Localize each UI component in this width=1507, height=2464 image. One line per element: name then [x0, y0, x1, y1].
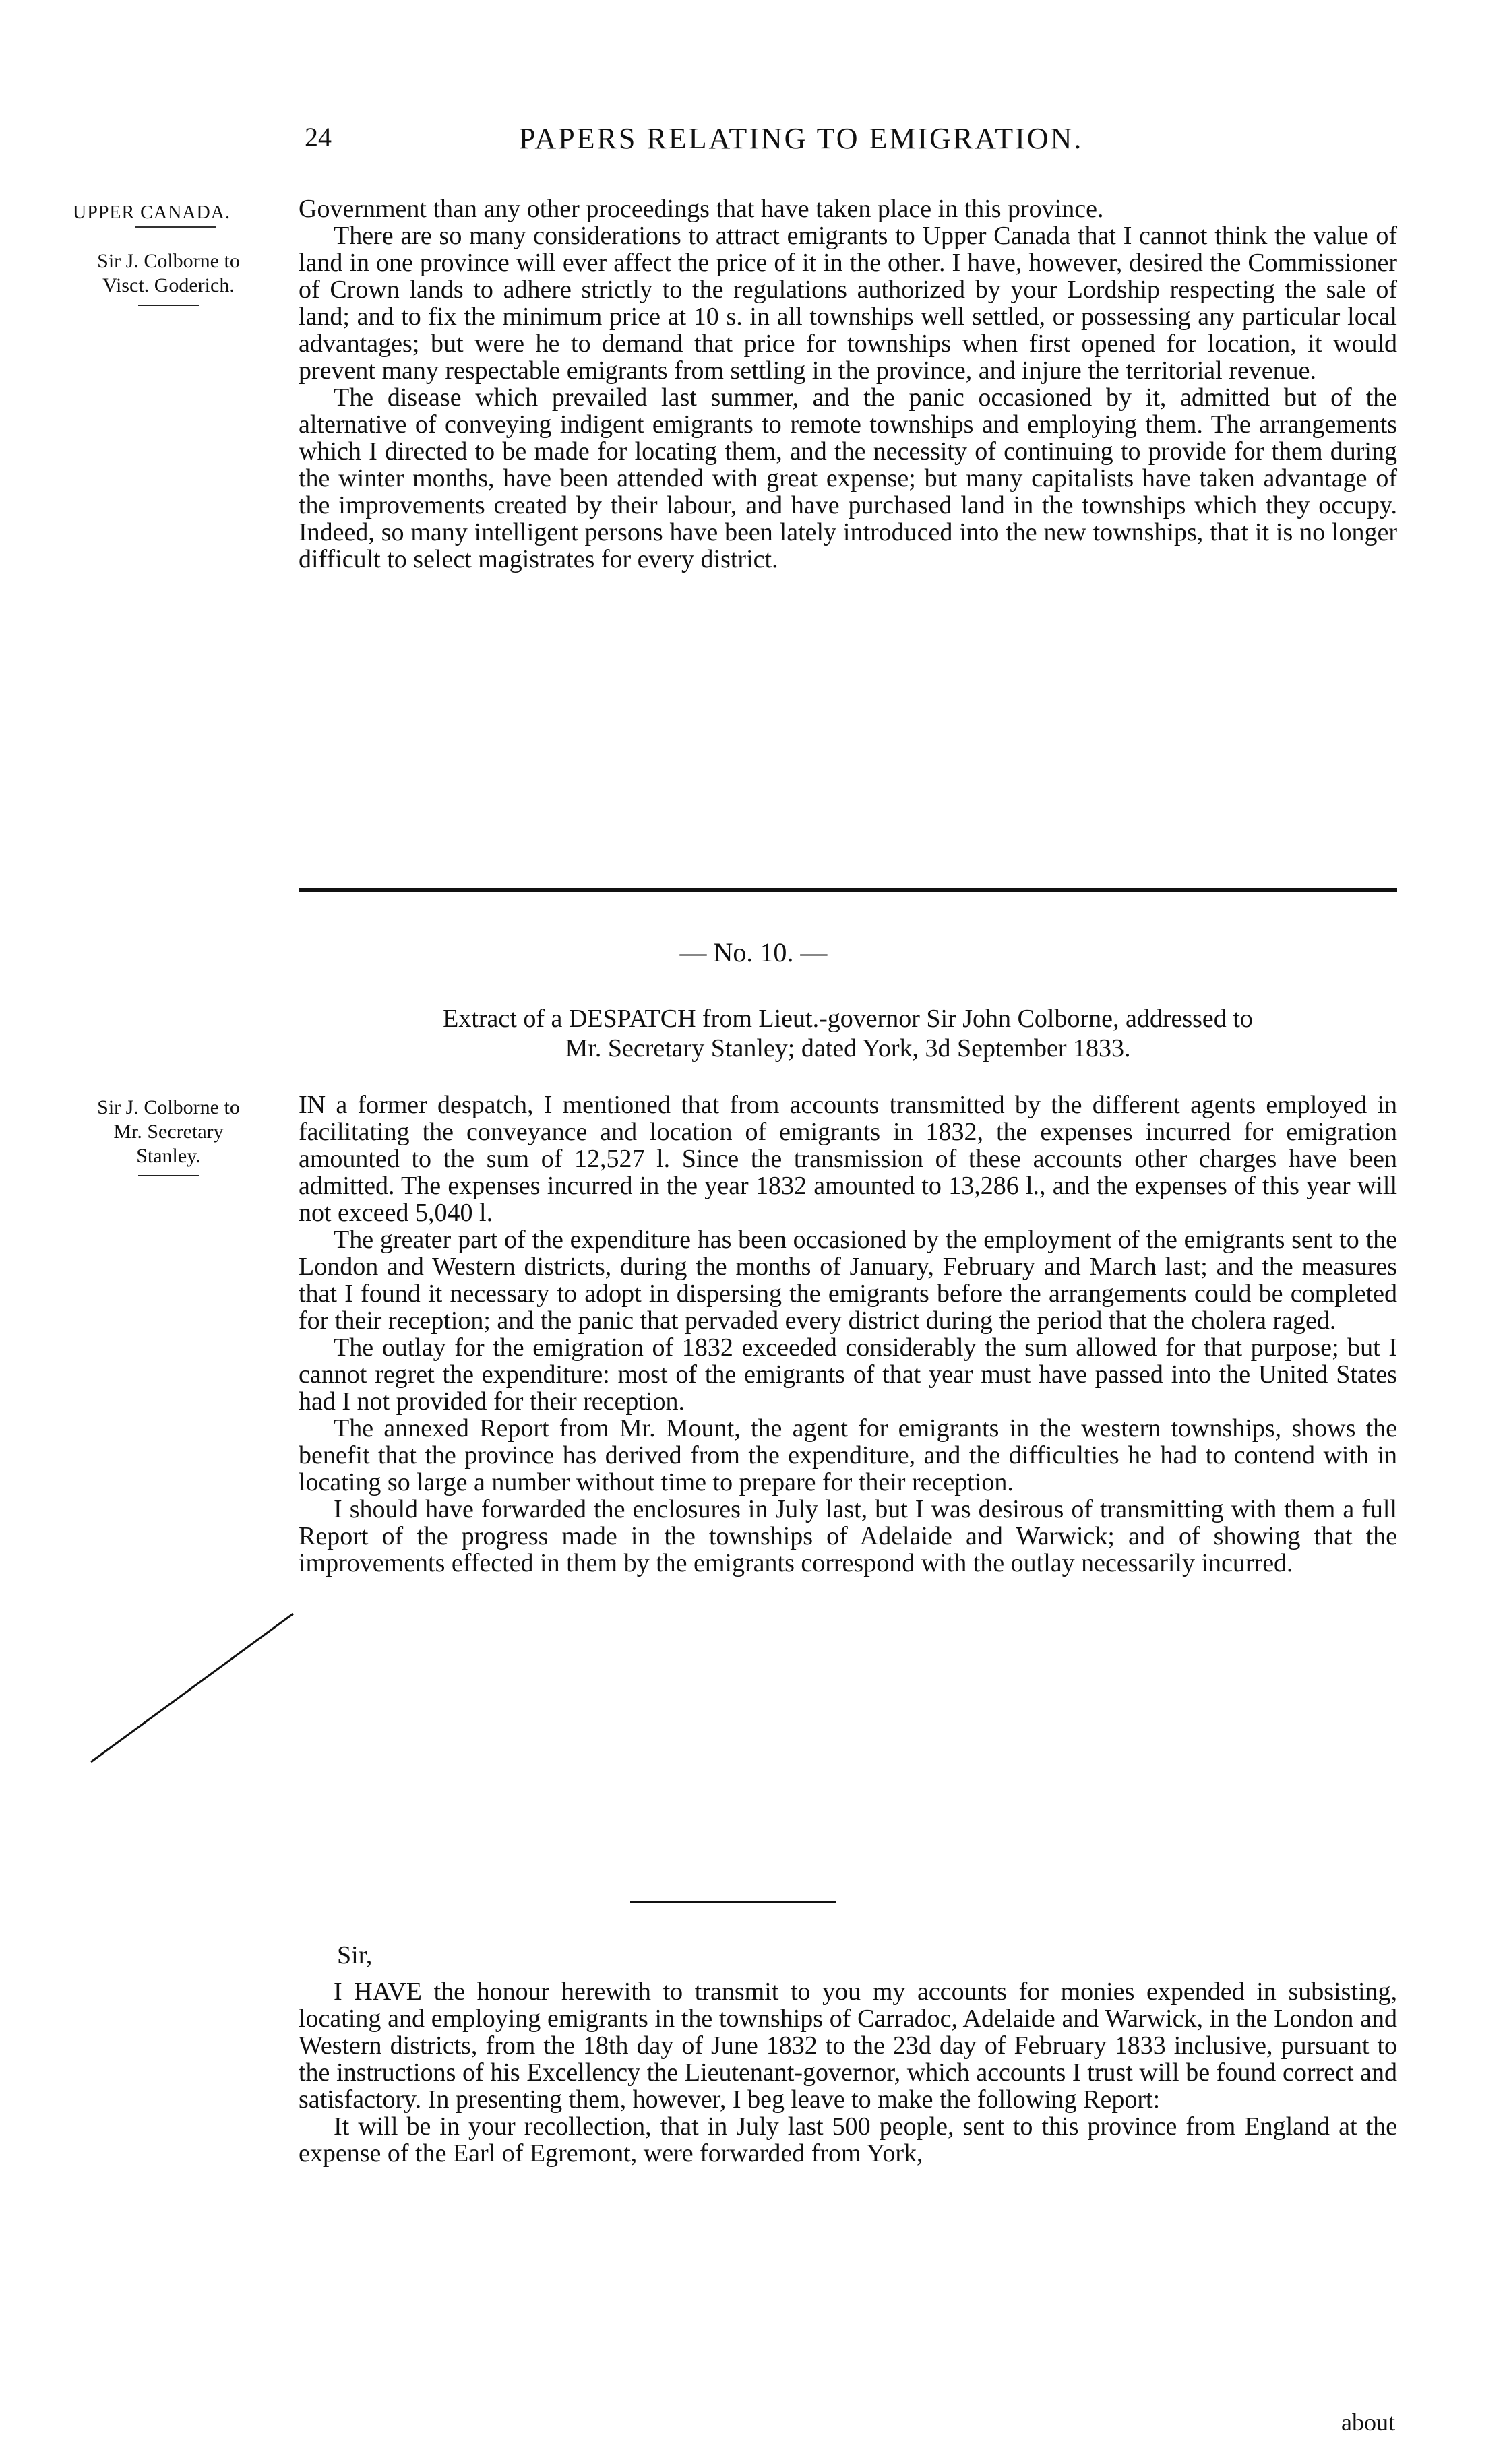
pen-stroke-mark	[88, 1610, 297, 1765]
catchword: about	[1341, 2409, 1395, 2436]
paragraph: The outlay for the emigration of 1832 exceeded considerably the sum allowed for that purpose; but I cannot regret the expenditure: most of the emigrants of that year must have passed into the United States had I not provided for their reception.	[299, 1333, 1397, 1416]
margin-note-line: Mr. Secretary	[113, 1120, 224, 1143]
section-divider	[299, 888, 1397, 892]
paragraph: The disease which prevailed last summer, and the panic occasioned by it, admitted but of the alternative of conveying indigent emigrants to remote townships and employing them. The arrangements which I directed to be made for locating them, and the necessity of continuing to provide for them during the winter months, have been attended with great expense; but many capitalists have taken advantage of the improvements created by their labour, and have purchased land in the townships which they occupy. Indeed, so many intelligent persons have been lately introduced into the new townships, that it is no longer difficult to select magistrates for every district.	[299, 383, 1397, 573]
paragraph: It will be in your recollection, that in July last 500 people, sent to this province from England at the expense of the Earl of Egremont, were forwarded from York,	[299, 2112, 1397, 2168]
paragraph: IN a former despatch, I mentioned that from accounts transmitted by the different agents employed in facilitating the conveyance and location of emigrants in 1832, the expenses incurred for emigration amounted to the sum of 12,527 l. Since the transmission of these accounts other charges have been admitted. The expenses incurred in the year 1832 amounted to 13,286 l., and the expenses of this year will not exceed 5,040 l.	[299, 1091, 1397, 1227]
margin-note-line: Sir J. Colborne to	[97, 1096, 240, 1118]
margin-note-goderich	[40, 249, 297, 306]
margin-note-line: Sir J. Colborne to	[97, 250, 240, 272]
heading-line: Mr. Secretary Stanley; dated York, 3d September 1833.	[565, 1034, 1131, 1063]
letter-body	[299, 1978, 1397, 2167]
paragraph: The annexed Report from Mr. Mount, the agent for emigrants in the western townships, shows the benefit that the province has derived from the expenditure, and the difficulties he had to contend with in locating so large a number without time to prepare for their reception.	[299, 1414, 1397, 1496]
paragraph: I should have forwarded the enclosures in July last, but I was desirous of transmitting with them a full Report of the progress made in the townships of Adelaide and Warwick; and of showing that the improvements effected in them by the emigrants correspond with the outlay necessarily incurred.	[299, 1495, 1397, 1577]
paragraph: There are so many considerations to attract emigrants to Upper Canada that I cannot think the value of land in one province will ever affect the price of it in the other. I have, however, desired the Commissioner of Crown lands to adhere strictly to the regulations authorized by your Lordship respecting the sale of land; and to fix the minimum price at 10 s. in all townships well settled, or possessing any particular local advantages; but were he to demand that price for townships when first opened for location, it would prevent many respectable emigrants from settling in the province, and injure the territorial revenue.	[299, 222, 1397, 385]
page-header	[0, 121, 1507, 162]
despatch-number: — No. 10. —	[679, 937, 828, 968]
top-section	[299, 195, 1397, 573]
paragraph: I HAVE the honour herewith to transmit to you my accounts for monies expended in subsisting, locating and employing emigrants in the townships of Carradoc, Adelaide and Warwick, in the London and Western districts, from the 18th day of June 1832 to the 23d day of February 1833 inclusive, pursuant to the instructions of his Excellency the Lieutenant-governor, which accounts I trust will be found correct and satisfactory. In presenting them, however, I beg leave to make the following Report:	[299, 1978, 1397, 2114]
paragraph: Government than any other proceedings that have taken place in this province.	[299, 195, 1104, 223]
margin-note-line: Visct. Goderich.	[102, 274, 235, 296]
margin-note-line: Stanley.	[136, 1145, 201, 1167]
margin-upper-canada: UPPER CANADA.	[73, 202, 230, 223]
margin-rule	[138, 1175, 199, 1176]
running-title: PAPERS RELATING TO EMIGRATION.	[519, 122, 1084, 155]
salutation: Sir,	[337, 1941, 373, 1969]
margin-rule	[138, 305, 199, 306]
despatch-body	[299, 1092, 1397, 1577]
margin-dash-rule	[135, 226, 216, 228]
paragraph: The greater part of the expenditure has been occasioned by the employment of the emigrants sent to the London and Western districts, during the months of January, February and March last; and the measures that I found it necessary to adopt in dispersing the emigrants before the arrangements could be completed for their reception; and the panic that pervaded every district during the period that the cholera raged.	[299, 1226, 1397, 1335]
margin-note-stanley	[40, 1096, 297, 1176]
despatch-heading	[299, 1004, 1397, 1063]
page-number: 24	[305, 122, 332, 152]
short-divider	[630, 1901, 836, 1903]
heading-line: Extract of a DESPATCH from Lieut.-governor Sir John Colborne, addressed to	[443, 1005, 1253, 1033]
